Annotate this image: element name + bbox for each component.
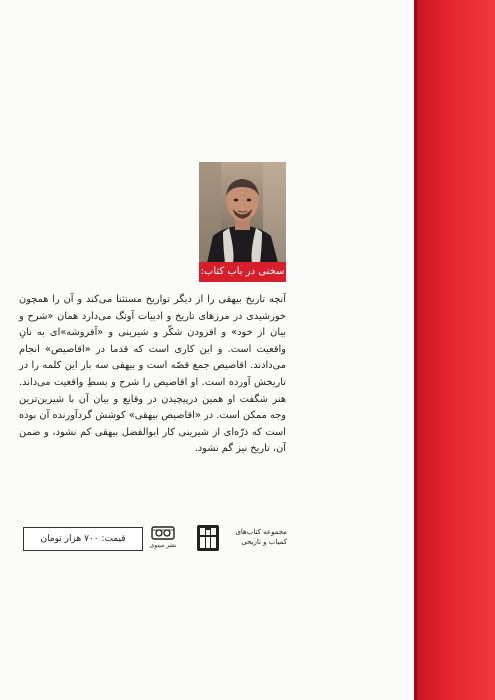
publisher-logo xyxy=(145,524,181,552)
author-photo xyxy=(199,162,286,263)
price-tag: قیمت: ۷۰۰ هزار تومان xyxy=(23,527,143,551)
series-line-1: مجموعه کتاب‌های xyxy=(235,528,287,536)
publisher-logo-icon xyxy=(150,524,176,542)
books-stack-icon xyxy=(195,523,221,553)
section-label: سخنی در باب کتاب: xyxy=(199,262,286,282)
spine-band xyxy=(417,0,495,700)
series-title xyxy=(223,527,287,547)
publisher-name: نشر مینوی xyxy=(149,542,177,549)
series-block xyxy=(195,521,287,555)
series-line-2: کمیاب و تاریخی xyxy=(241,538,287,546)
book-description xyxy=(19,292,286,458)
description-paragraph: آنچه تاریخ بیهقی را از دیگر تواریخ مستثنا می‌کند و آن را همچون خورشیدی در مرزهای تاریخ و ادبیات آونگ می‌دارد همان «شرح و بیان از خود» و افزودن شکّر و شیرینی و «آفروشه»‌ای به نانِ واقعیت است. و این کاری است که قدما در «اقاصیص» انجام می‌دادند. اقاصیص جمع قصّه است و بیهقی سه بار این کلمه را در تاریخش آورده است. او اقاصیص را شرح و بسطِ واقعیت می‌داند. هنر شگفت او همین درپیچیدن در وقایع و بیان آن با شیرین‌ترین وجه ممکن است. در «اقاصیص بیهقی» کوشش گردآورنده آن بوده است که ذرّه‌ای از شیرینی کار ابوالفضل بیهقی کم نشود، و ضمن آن، تاریخ نیز گم نشود. xyxy=(19,294,286,455)
author-portrait-icon xyxy=(199,162,286,263)
